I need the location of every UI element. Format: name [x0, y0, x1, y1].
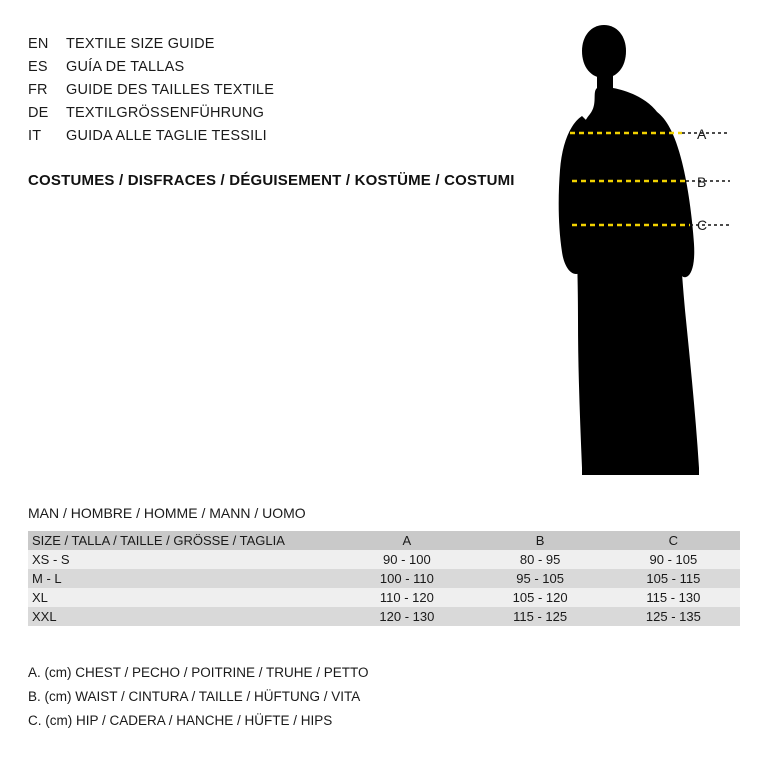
language-code: EN	[28, 36, 49, 52]
cell-b: 105 - 120	[512, 590, 568, 605]
table-row	[28, 550, 740, 569]
table-title: MAN / HOMBRE / HOMME / MANN / UOMO	[28, 505, 306, 521]
language-code: FR	[28, 82, 48, 98]
legend-item-c: C. (cm) HIP / CADERA / HANCHE / HÜFTE / HIPS	[28, 713, 333, 728]
legend-item-b: B. (cm) WAIST / CINTURA / TAILLE / HÜFTUNG / VITA	[28, 689, 361, 704]
cell-b: 115 - 125	[513, 609, 568, 624]
language-code: DE	[28, 105, 49, 121]
language-list	[28, 36, 448, 151]
cell-size: XL	[32, 590, 48, 605]
cell-c: 125 - 135	[645, 609, 701, 624]
language-row	[28, 36, 448, 59]
costumes-subtitle: COSTUMES / DISFRACES / DÉGUISEMENT / KOSTÜME / COSTUMI	[28, 172, 515, 189]
language-text: TEXTILE SIZE GUIDE	[66, 36, 215, 52]
language-text: GUIDE DES TAILLES TEXTILE	[66, 82, 275, 98]
header-c: C	[668, 533, 679, 548]
cell-a: 90 - 100	[383, 552, 431, 567]
language-text: GUÍA DE TALLAS	[66, 59, 185, 75]
table-header	[28, 531, 740, 550]
cell-size: XS - S	[32, 552, 70, 567]
body-silhouette-figure	[500, 20, 750, 480]
language-row	[28, 128, 448, 151]
cell-c: 90 - 105	[649, 552, 698, 567]
table-header-row	[28, 531, 740, 550]
cell-a: 110 - 120	[379, 590, 434, 605]
cell-b: 80 - 95	[519, 552, 561, 567]
language-text: GUIDA ALLE TAGLIE TESSILI	[66, 128, 267, 144]
header-a: A	[402, 533, 412, 548]
table-row	[28, 588, 740, 607]
cell-a: 100 - 110	[379, 571, 434, 586]
header-size: SIZE / TALLA / TAILLE / GRÖSSE / TAGLIA	[32, 533, 285, 548]
cell-size: XXL	[32, 609, 57, 624]
cell-size: M - L	[32, 571, 62, 586]
measurement-legend	[28, 661, 369, 733]
size-table	[28, 531, 740, 626]
table-body	[28, 550, 740, 626]
silhouette-icon	[500, 20, 750, 485]
cell-c: 105 - 115	[646, 571, 701, 586]
table-row	[28, 569, 740, 588]
legend-item-a: A. (cm) CHEST / PECHO / POITRINE / TRUHE / PETTO	[28, 665, 369, 680]
cell-c: 115 - 130	[646, 590, 701, 605]
language-row	[28, 82, 448, 105]
marker-label-b: B	[697, 174, 707, 190]
language-code: ES	[28, 59, 48, 75]
header-b: B	[535, 533, 545, 548]
table-row	[28, 607, 740, 626]
marker-label-a: A	[697, 126, 707, 142]
cell-a: 120 - 130	[379, 609, 435, 624]
cell-b: 95 - 105	[516, 571, 564, 586]
marker-label-c: C	[697, 217, 708, 233]
language-code: IT	[28, 128, 42, 144]
language-row	[28, 59, 448, 82]
language-row	[28, 105, 448, 128]
language-text: TEXTILGRÖSSENFÜHRUNG	[66, 105, 265, 121]
